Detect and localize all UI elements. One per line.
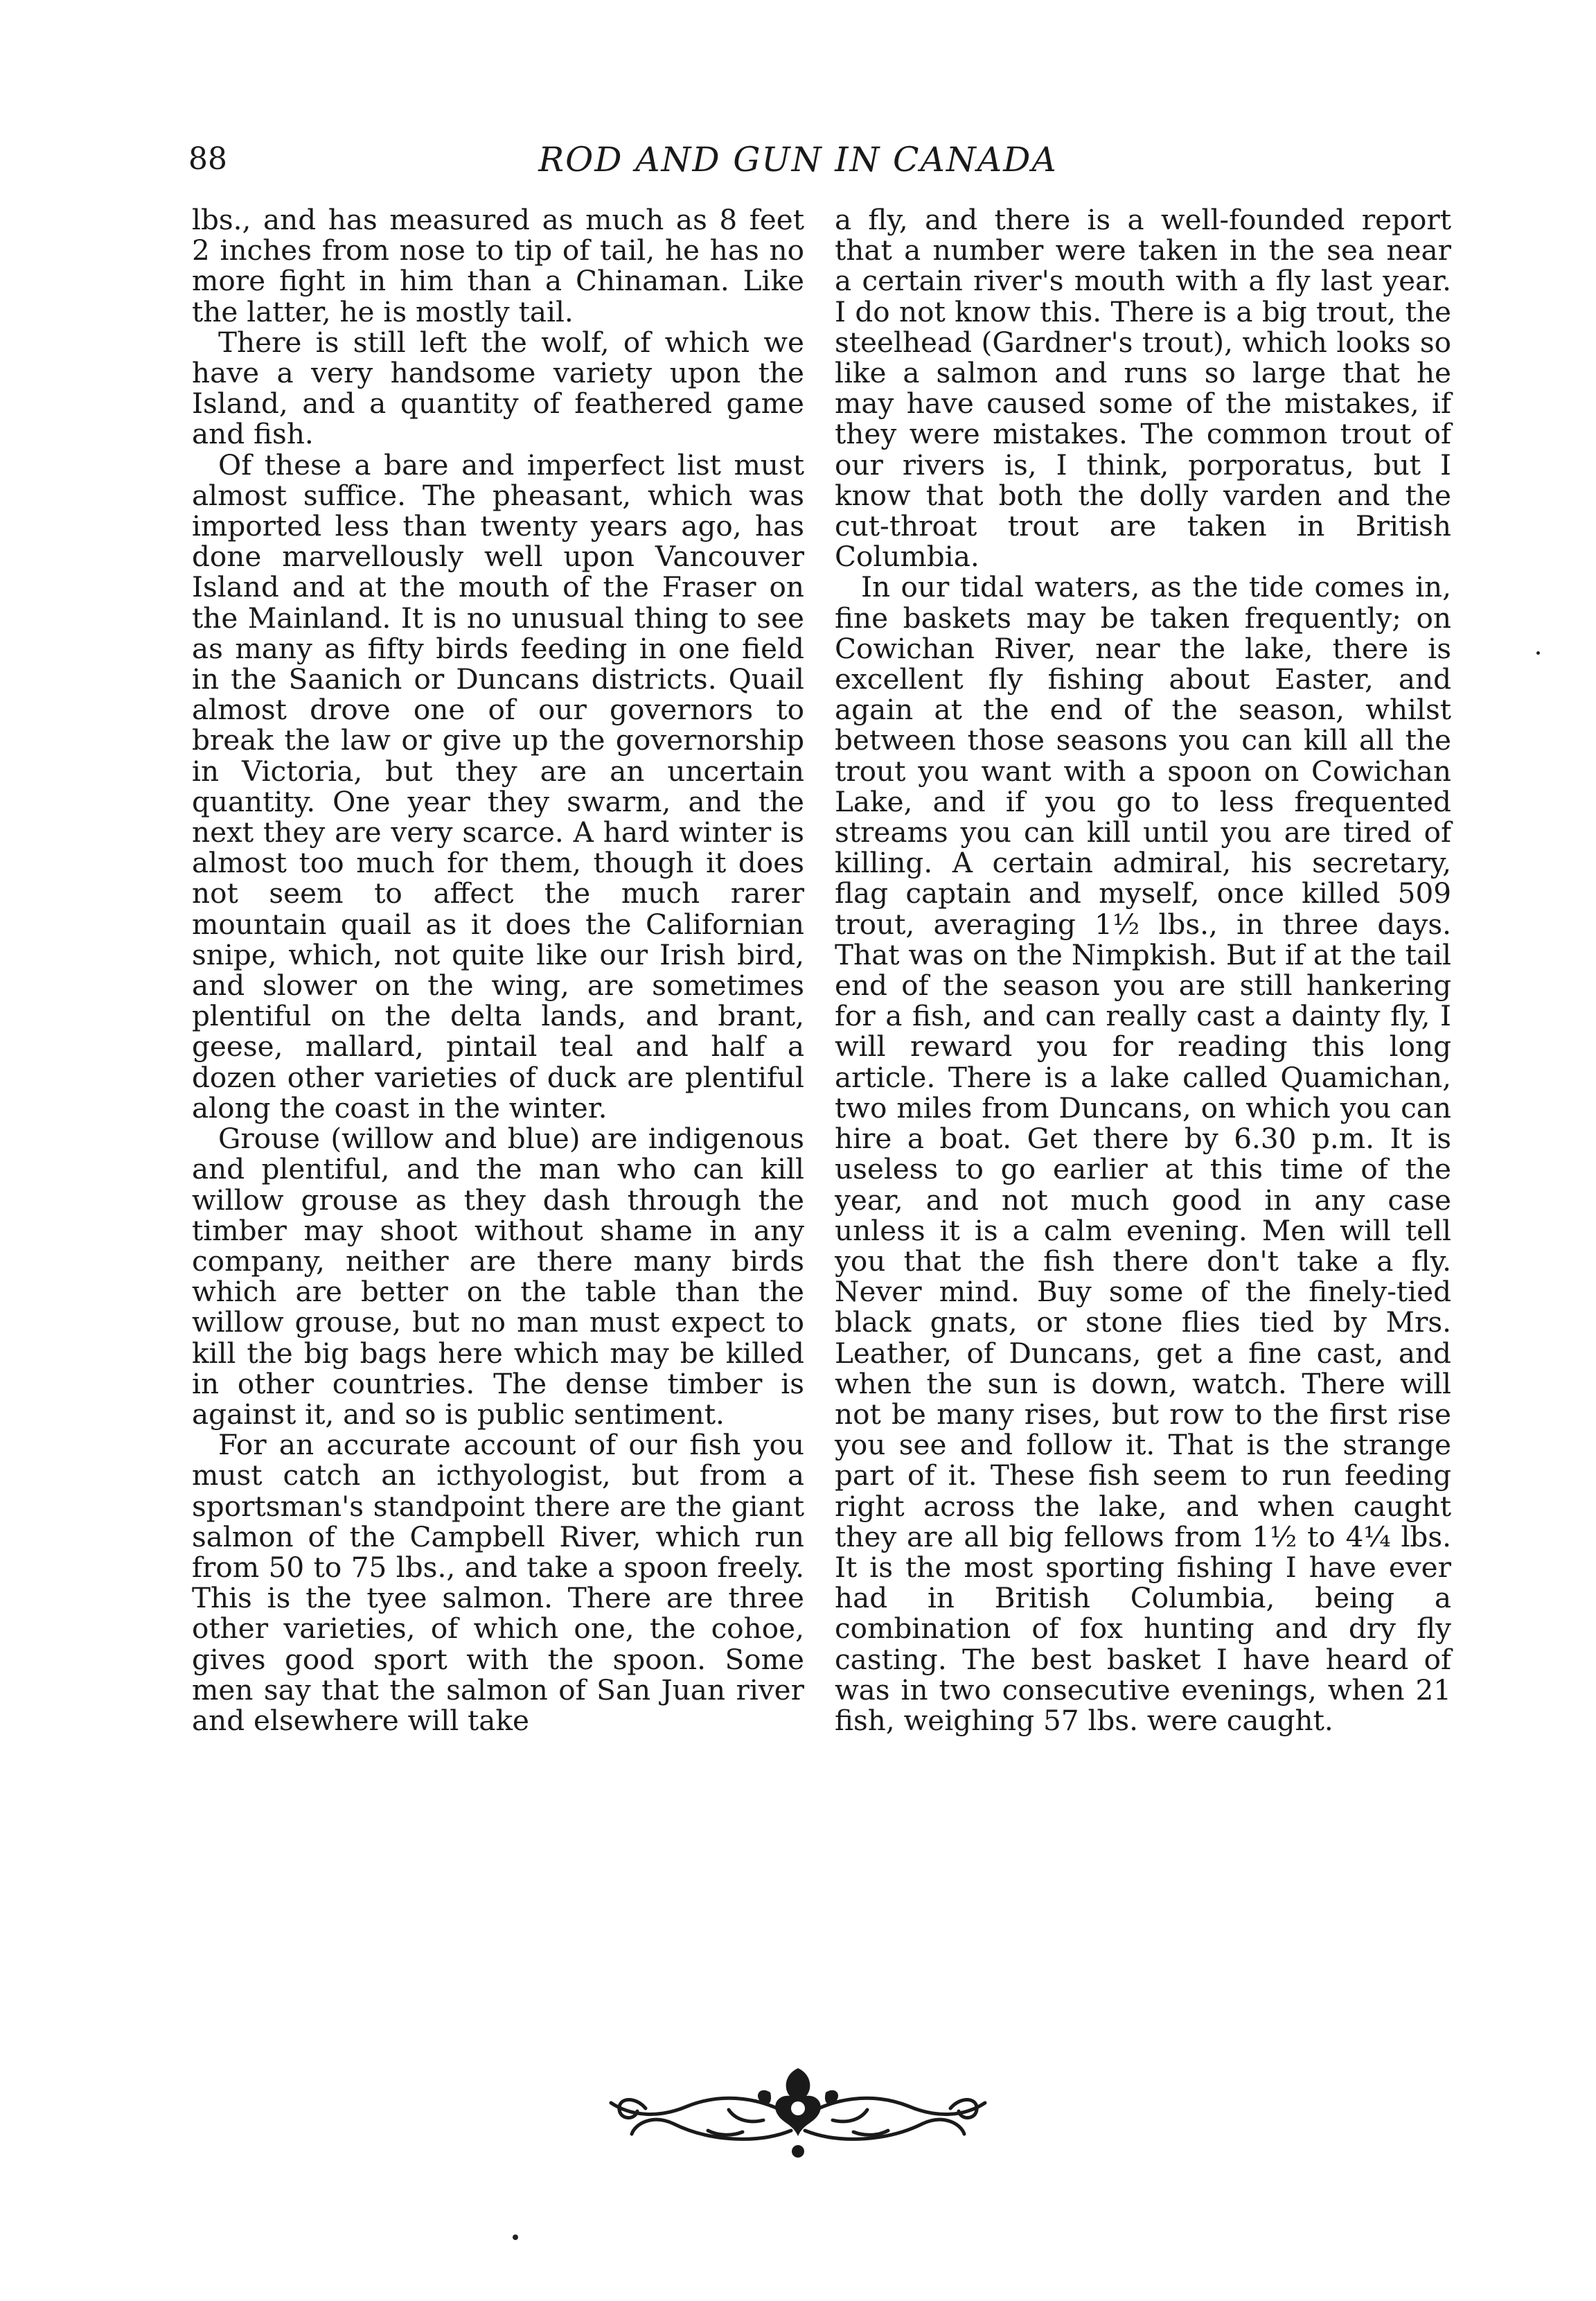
paragraph: For an accurate account of our fish you must catch an icthyologist, but from a sportsman's standpoint there are the giant salmon of the Campbell River, which run from 50 to 75 lbs., and take a spoon freely. This is the tyee salmon. There are three other varieties, of which one, the cohoe, gives good sport with the spoon. Some men say that the salmon of San Juan river and elsewhere will take [192,1428,804,1737]
paragraph: There is still left the wolf, of which we have a very handsome variety upon the Island, and a quantity of feathered game and fish. [192,325,804,451]
paragraph: a fly, and there is a well-founded report that a number were taken in the sea near a certain river's mouth with a fly last year. I do not know this. There is a big trout, the steelhead (Gardner's trout), which looks so like a salmon and runs so large that he may have caused some of the mistakes, if they were mistakes. The common trout of our rivers is, I think, porporatus, but I know that both the dolly varden and the cut-throat trout are taken in British Columbia. [835,203,1451,574]
paragraph: Of these a bare and imperfect list must almost suffice. The pheasant, which was imported less than twenty years ago, has done marvellously well upon Vancouver Island and at the mouth of the Fraser on the Mainland. It is no unusual thing to see as many as fifty birds feeding in one field in the Saanich or Duncans districts. Quail almost drove one of our governors to break the law or give up the governorship in Victoria, but they are an uncertain quantity. One year they swarm, and the next they are very scarce. A hard winter is almost too much for them, though it does not seem to affect the much rarer mountain quail as it does the Californian snipe, which, not quite like our Irish bird, and slower on the wing, are sometimes plentiful on the delta lands, and brant, geese, mallard, pintail teal and half a dozen other varieties of duck are plentiful along the coast in the winter. [192,448,804,1125]
ink-speck [513,2234,518,2240]
running-head: ROD AND GUN IN CANADA [538,140,1058,179]
fleuron-ornament [604,2054,992,2165]
left-column [192,204,804,1736]
paragraph: lbs., and has measured as much as 8 feet 2 inches from nose to tip of tail, he has no more fight in him than a Chinaman. Like the latter, he is mostly tail. [192,203,804,328]
page-number: 88 [188,141,227,177]
right-column [835,204,1451,1736]
ink-speck [1536,651,1540,655]
paragraph: Grouse (willow and blue) are indigenous and plentiful, and the man who can kill willow grouse as they dash through the timber may shoot without shame in any company, neither are there many birds which are better on the table than the willow grouse, but no man must expect to kill the big bags here which may be killed in other countries. The dense timber is against it, and so is public sentiment. [192,1122,804,1431]
paragraph: In our tidal waters, as the tide comes in, fine baskets may be taken frequently; on Cowichan River, near the lake, there is excellent fly fishing about Easter, and again at the end of the season, whilst between those seasons you can kill all the trout you want with a spoon on Cowichan Lake, and if you go to less frequented streams you can kill until you are tired of killing. A certain admiral, his secretary, flag captain and myself, once killed 509 trout, averaging 1½ lbs., in three days. That was on the Nimpkish. But if at the tail end of the season you are still hankering for a fish, and can really cast a dainty fly, I will reward you for reading this long article. There is a lake called Quamichan, two miles from Duncans, on which you can hire a boat. Get there by 6.30 p.m. It is useless to go earlier at this time of the year, and not much good in any case unless it is a calm evening. Men will tell you that the fish there don't take a fly. Never mind. Buy some of the finely-tied black gnats, or stone flies tied by Mrs. Leather, of Duncans, get a fine cast, and when the sun is down, watch. There will not be many rises, but row to the first rise you see and follow it. That is the strange part of it. These fish seem to run feeding right across the lake, and when caught they are all big fellows from 1½ to 4¼ lbs. It is the most sporting fishing I have ever had in British Columbia, being a combination of fox hunting and dry fly casting. The best basket I have heard of was in two consecutive evenings, when 21 fish, weighing 57 lbs. were caught. [835,570,1451,1737]
